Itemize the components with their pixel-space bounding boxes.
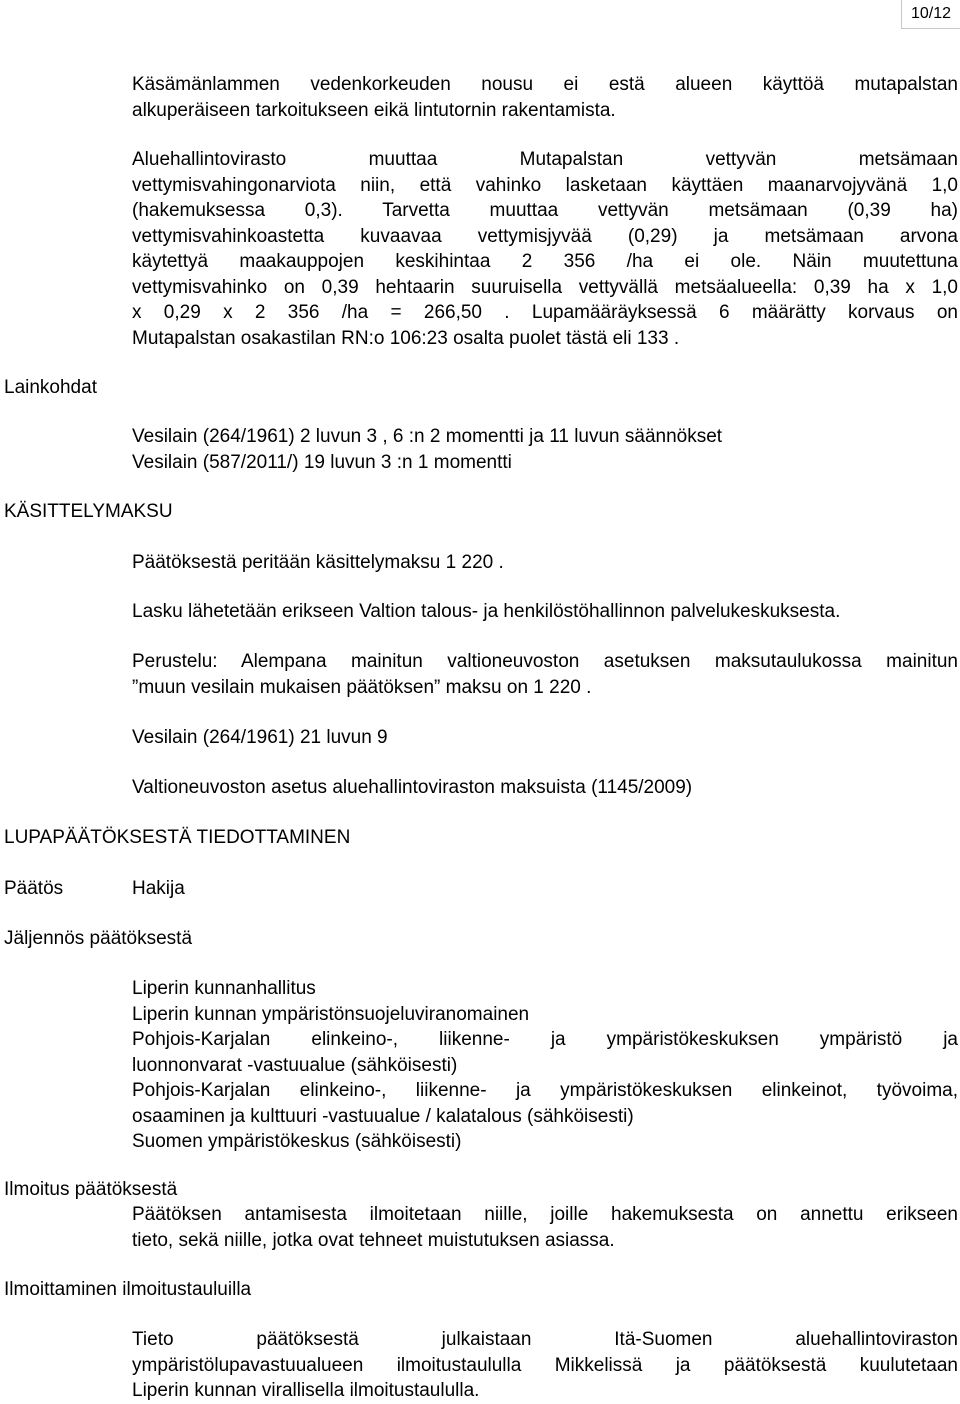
tiedottaminen-heading: LUPAPÄÄTÖKSESTÄ TIEDOTTAMINEN — [4, 827, 351, 848]
ilmoittaminen-text — [132, 1327, 958, 1404]
fee-decree-reference: Valtioneuvoston asetus aluehallintoviraston maksuista (1145/2009) — [132, 777, 693, 798]
law-reference: Vesilain (264/1961) 2 luvun 3 , 6 :n 2 momentti ja 11 luvun säännökset — [132, 426, 723, 447]
paragraph-1 — [132, 72, 958, 123]
paragraph-2-line: Aluehallintovirasto muuttaa Mutapalstan vettyvän metsämaan — [132, 149, 958, 170]
ilmoittaminen-line: Tieto päätöksestä julkaistaan Itä-Suomen aluehallintoviraston — [132, 1329, 958, 1350]
recipient: Liperin kunnanhallitus — [132, 978, 316, 999]
ilmoitus-line: Päätöksen antamisesta ilmoitetaan niille, joille hakemuksesta on annettu erikseen — [132, 1204, 958, 1225]
page-number: 10/12 — [901, 0, 960, 29]
perustelu-line: ”muun vesilain mukaisen päätöksen” maksu on 1 220 . — [132, 676, 592, 698]
paatos-value: Hakija — [132, 878, 185, 899]
kasittelymaksu-heading: KÄSITTELYMAKSU — [4, 501, 173, 522]
ilmoittaminen-line: Liperin kunnan virallisella ilmoitustaululla. — [132, 1380, 480, 1401]
paragraph-2-line: vettymisvahingonarviota niin, että vahinko lasketaan käyttäen maanarvojyvänä 1,0 — [132, 174, 958, 196]
paragraph-2-line: Mutapalstan osakastilan RN:o 106:23 osalta puolet tästä eli 133 . — [132, 327, 680, 349]
paragraph-2-line: x 0,29 x 2 356 /ha = 266,50 . Lupamääräyksessä 6 määrätty korvaus on — [132, 302, 958, 323]
recipients-list — [132, 976, 958, 1155]
jaljennos-label: Jäljennös päätöksestä — [4, 928, 193, 949]
law-reference: Vesilain (587/2011/) 19 luvun 3 :n 1 momentti — [132, 451, 512, 473]
invoice-line: Lasku lähetetään erikseen Valtion talous- ja henkilöstöhallinnon palvelukeskuksesta. — [132, 601, 841, 622]
ilmoittaminen-label: Ilmoittaminen ilmoitustauluilla — [4, 1279, 252, 1300]
recipient: Suomen ympäristökeskus (sähköisesti) — [132, 1131, 462, 1152]
lainkohdat-heading: Lainkohdat — [4, 377, 97, 398]
ilmoitus-line: tieto, sekä niille, jotka ovat tehneet muistutuksen asiassa. — [132, 1229, 615, 1251]
recipient: luonnonvarat -vastuualue (sähköisesti) — [132, 1054, 458, 1076]
paragraph-2-line: vettymisvahinkoastetta kuvaavaa vettymisjyvää (0,29) ja metsämaan arvona — [132, 225, 958, 247]
paragraph-2-line: vettymisvahinko on 0,39 hehtaarin suuruisella vettyvällä metsäalueella: 0,39 ha x 1,0 — [132, 276, 958, 298]
paragraph-1-line: alkuperäiseen tarkoitukseen eikä lintutornin rakentamista. — [132, 99, 616, 121]
fee-line: Päätöksestä peritään käsittelymaksu 1 220 . — [132, 552, 504, 573]
recipient: Pohjois-Karjalan elinkeino-, liikenne- ja ympäristökeskuksen elinkeinot, työvoima, — [132, 1080, 958, 1101]
paragraph-2-line: (hakemuksessa 0,3). Tarvetta muuttaa vettyvän metsämaan (0,39 ha) — [132, 200, 958, 221]
ilmoittaminen-line: ympäristölupavastuualueen ilmoitustaululla Mikkelissä ja päätöksestä kuulutetaan — [132, 1354, 958, 1376]
ilmoitus-text — [132, 1202, 958, 1253]
paragraph-2 — [132, 147, 958, 351]
recipient: Pohjois-Karjalan elinkeino-, liikenne- ja ympäristökeskuksen ympäristö ja — [132, 1029, 958, 1050]
ilmoitus-label: Ilmoitus päätöksestä — [4, 1179, 178, 1200]
paragraph-2-line: käytettyä maakauppojen keskihintaa 2 356 /ha ei ole. Näin muutettuna — [132, 251, 958, 272]
paatos-label: Päätös — [4, 878, 64, 899]
recipient: Liperin kunnan ympäristönsuojeluviranomainen — [132, 1003, 530, 1025]
fee-law-reference: Vesilain (264/1961) 21 luvun 9 — [132, 727, 388, 748]
perustelu-line: Perustelu: Alempana mainitun valtioneuvoston asetuksen maksutaulukossa mainitun — [132, 651, 958, 672]
lainkohdat-lines — [132, 424, 958, 475]
recipient: osaaminen ja kulttuuri -vastuualue / kalatalous (sähköisesti) — [132, 1105, 634, 1127]
paragraph-1-line: Käsämänlammen vedenkorkeuden nousu ei estä alueen käyttöä mutapalstan — [132, 74, 958, 95]
perustelu — [132, 649, 958, 700]
